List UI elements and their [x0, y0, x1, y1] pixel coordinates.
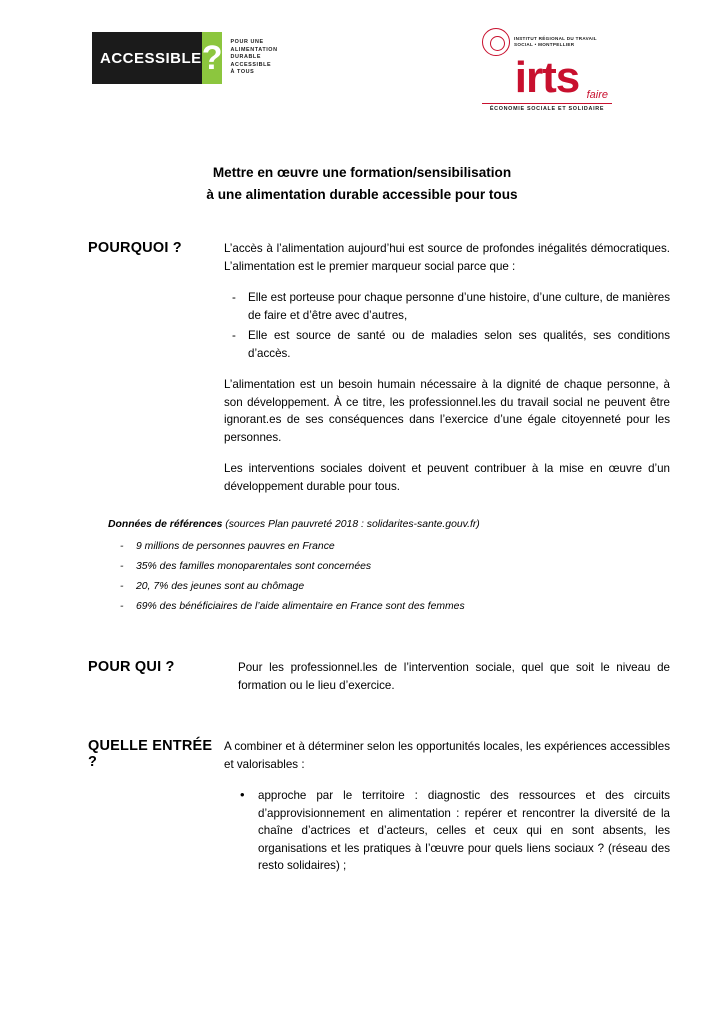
section-quelle-entree	[54, 738, 670, 889]
page-title-line-2: à une alimentation durable accessible pour tous	[206, 187, 518, 202]
list-item: - Elle est source de santé ou de maladies selon ses qualités, ses conditions d’accès.	[224, 327, 670, 362]
section-quelle-entree-label: QUELLE ENTRÉE ?	[88, 738, 213, 770]
irts-subtitle: ÉCONOMIE SOCIALE ET SOLIDAIRE	[482, 103, 612, 112]
list-item: - 20, 7% des jeunes sont au chômage	[108, 579, 670, 595]
section-quelle-entree-body	[224, 738, 670, 889]
accessible-logo-wordmark	[92, 32, 202, 84]
pourquoi-paragraph-1: L’accès à l’alimentation aujourd’hui est source de profondes inégalités démocratiques. L’alimentation est le premier marqueur social parce que :	[224, 242, 670, 273]
data-references-title-bold: Données de références	[108, 519, 223, 530]
data-references-block	[54, 517, 670, 615]
list-item: - 35% des familles monoparentales sont concernées	[108, 559, 670, 575]
irts-faire-text: faire	[586, 89, 608, 101]
section-pour-qui-label: POUR QUI ?	[88, 659, 175, 675]
accessible-logo-text: ACCESSIBLE	[100, 49, 202, 67]
section-pourquoi-body	[224, 240, 670, 495]
data-references-title-source: (sources Plan pauvreté 2018 : solidarites-sante.gouv.fr)	[225, 519, 480, 530]
list-item: - Elle est porteuse pour chaque personne d’une histoire, d’une culture, de manières de faire et d’être avec d’autres,	[224, 289, 670, 324]
page-title-line-1: Mettre en œuvre une formation/sensibilisation	[212, 165, 512, 180]
section-pourquoi	[54, 240, 670, 495]
data-references-list	[108, 539, 670, 615]
section-pour-qui	[54, 659, 670, 694]
section-pour-qui-body	[224, 659, 670, 694]
irts-institute-line: INSTITUT RÉGIONAL DU TRAVAIL SOCIAL • MONTPELLIER	[514, 36, 597, 47]
quelle-entree-paragraph-1: A combiner et à déterminer selon les opportunités locales, les expériences accessibles et valorisables :	[224, 740, 670, 771]
quelle-entree-bullet-list	[224, 787, 670, 875]
document-header	[54, 0, 670, 110]
pourquoi-paragraph-2: L’alimentation est un besoin humain nécessaire à la dignité de chaque personne, à son développement. À ce titre, les professionnel.les du travail social ne peuvent être ignorant.es de ses conséquences dans l’exercice d’une égale citoyenneté pour les personnes.	[224, 378, 670, 444]
page-title	[54, 162, 670, 206]
list-item: - 9 millions de personnes pauvres en France	[108, 539, 670, 555]
accessible-logo-tagline: POUR UNE ALIMENTATION DURABLE ACCESSIBLE À TOUS	[230, 39, 278, 76]
data-references-title	[108, 517, 670, 533]
section-pourquoi-label: POURQUOI ?	[88, 240, 182, 256]
question-mark-icon: ?	[202, 32, 223, 84]
irts-logo-top	[482, 28, 612, 56]
pourquoi-paragraph-3: Les interventions sociales doivent et peuvent contribuer à la mise en œuvre d’un développement durable pour tous.	[224, 462, 670, 493]
accessible-logo	[92, 32, 278, 84]
irts-wordmark: irts	[514, 53, 580, 102]
pourquoi-bullet-list	[224, 289, 670, 362]
pour-qui-paragraph-1: Pour les professionnel.les de l’intervention sociale, quel que soit le niveau de formation ou le lieu d’exercice.	[238, 661, 670, 692]
list-item: • approche par le territoire : diagnostic des ressources et des circuits d’approvisionnement en alimentation : repérer et rencontrer la diversité de la chaîne d’actrices et d’acteurs, celles et ceux qui en sont absents, les organisations et les pratiques à l’œuvre pour quels liens sociaux ? (réseau des resto solidaires) ;	[224, 787, 670, 875]
irts-logo	[482, 28, 612, 112]
seal-icon	[482, 28, 510, 56]
list-item: - 69% des bénéficiaires de l’aide alimentaire en France sont des femmes	[108, 599, 670, 615]
